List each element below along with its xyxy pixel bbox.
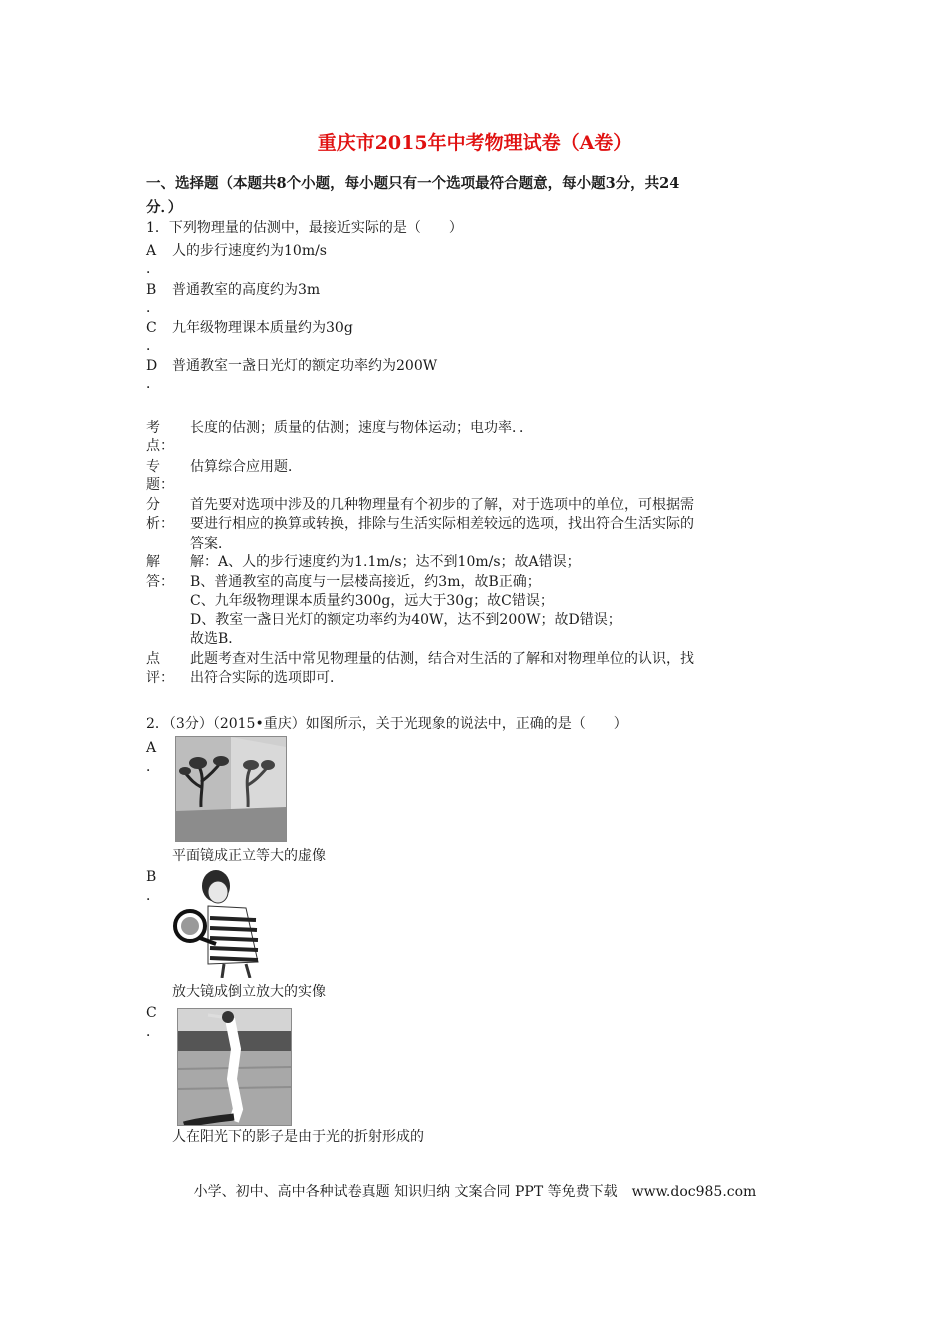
footer-text: 小学、初中、高中各种试卷真题 知识归纳 文案合同 PPT 等免费下载 www.doc985.com (193, 1184, 757, 1200)
q1-option-a-dot: ． (146, 261, 160, 277)
section-heading-line1: 一、选择题（本题共8个小题，每小题只有一个选项最符合题意，每小题3分，共24 (146, 175, 680, 192)
q1-option-b-dot: ． (146, 300, 160, 316)
dianping-label-2: 评： (146, 670, 174, 686)
q1-option-b-letter: B (146, 282, 157, 298)
zhuanti-label-1: 专 (146, 459, 160, 475)
jieda-label-1: 解 (146, 554, 160, 570)
q2-stem: 2．（3分）（2015•重庆）如图所示，关于光现象的说法中，正确的是（ ） (146, 716, 628, 732)
kaodian-label-1: 考 (146, 420, 160, 436)
section-heading-line2: 分．） (146, 199, 183, 216)
page-title: 重庆市2015年中考物理试卷（A卷） (317, 132, 633, 154)
fenxi-line: 首先要对选项中涉及的几种物理量有个初步的了解，对于选项中的单位，可根据需 (190, 497, 694, 513)
q1-option-b-text: 普通教室的高度约为3m (172, 282, 321, 298)
q2-option-b-dot: ． (146, 888, 160, 904)
jieda-line: B、普通教室的高度与一层楼高接近，约3m，故B正确； (190, 574, 541, 590)
q2-option-b-caption: 放大镜成倒立放大的实像 (172, 984, 326, 1000)
zhuanti-label-2: 题： (146, 477, 174, 493)
dianping-line: 出符合实际的选项即可． (190, 670, 344, 686)
dianping-line: 此题考查对生活中常见物理量的估测，结合对生活的了解和对物理单位的认识，找 (190, 651, 694, 667)
jieda-line: 故选B． (190, 631, 243, 647)
q2-option-b-letter: B (146, 869, 157, 885)
q1-option-d-text: 普通教室一盏日光灯的额定功率约为200W (172, 358, 438, 374)
q1-option-d-letter: D (146, 358, 158, 374)
jieda-line: 解：A、人的步行速度约为1.1m/s；达不到10m/s；故A错误； (190, 554, 581, 570)
jieda-line: D、教室一盏日光灯的额定功率约为40W，达不到200W；故D错误； (190, 612, 622, 628)
q2-option-a-caption: 平面镜成正立等大的虚像 (172, 848, 326, 864)
q2-option-c-letter: C (146, 1005, 157, 1021)
fenxi-label-1: 分 (146, 497, 160, 513)
fenxi-line: 要进行相应的换算或转换，排除与生活实际相差较远的选项，找出符合生活实际的 (190, 516, 694, 532)
zhuanti-text: 估算综合应用题． (190, 459, 302, 475)
kaodian-label-2: 点： (146, 438, 174, 454)
q1-option-c-text: 九年级物理课本质量约为30g (172, 320, 353, 336)
q1-option-a-letter: A (146, 243, 157, 259)
q1-option-c-dot: ． (146, 338, 160, 354)
q2-option-c-dot: ． (146, 1024, 160, 1040)
jieda-line: C、九年级物理课本质量约300g，远大于30g；故C错误； (190, 593, 554, 609)
shadow-photo (177, 1008, 292, 1126)
q2-option-a-letter: A (146, 740, 157, 756)
kaodian-text: 长度的估测；质量的估测；速度与物体运动；电功率．． (190, 420, 533, 436)
q1-option-c-letter: C (146, 320, 157, 336)
magnifier-photo (172, 866, 276, 978)
q2-option-a-dot: ． (146, 759, 160, 775)
dianping-label-1: 点 (146, 651, 160, 667)
q1-option-d-dot: ． (146, 376, 160, 392)
fenxi-label-2: 析： (146, 516, 174, 532)
q1-stem: 1．下列物理量的估测中，最接近实际的是（ ） (146, 220, 463, 236)
q2-option-c-caption: 人在阳光下的影子是由于光的折射形成的 (172, 1129, 424, 1145)
q1-option-a-text: 人的步行速度约为10m/s (172, 243, 327, 259)
fenxi-line: 答案． (190, 536, 232, 552)
jieda-label-2: 答： (146, 574, 174, 590)
plane-mirror-photo (175, 736, 287, 842)
